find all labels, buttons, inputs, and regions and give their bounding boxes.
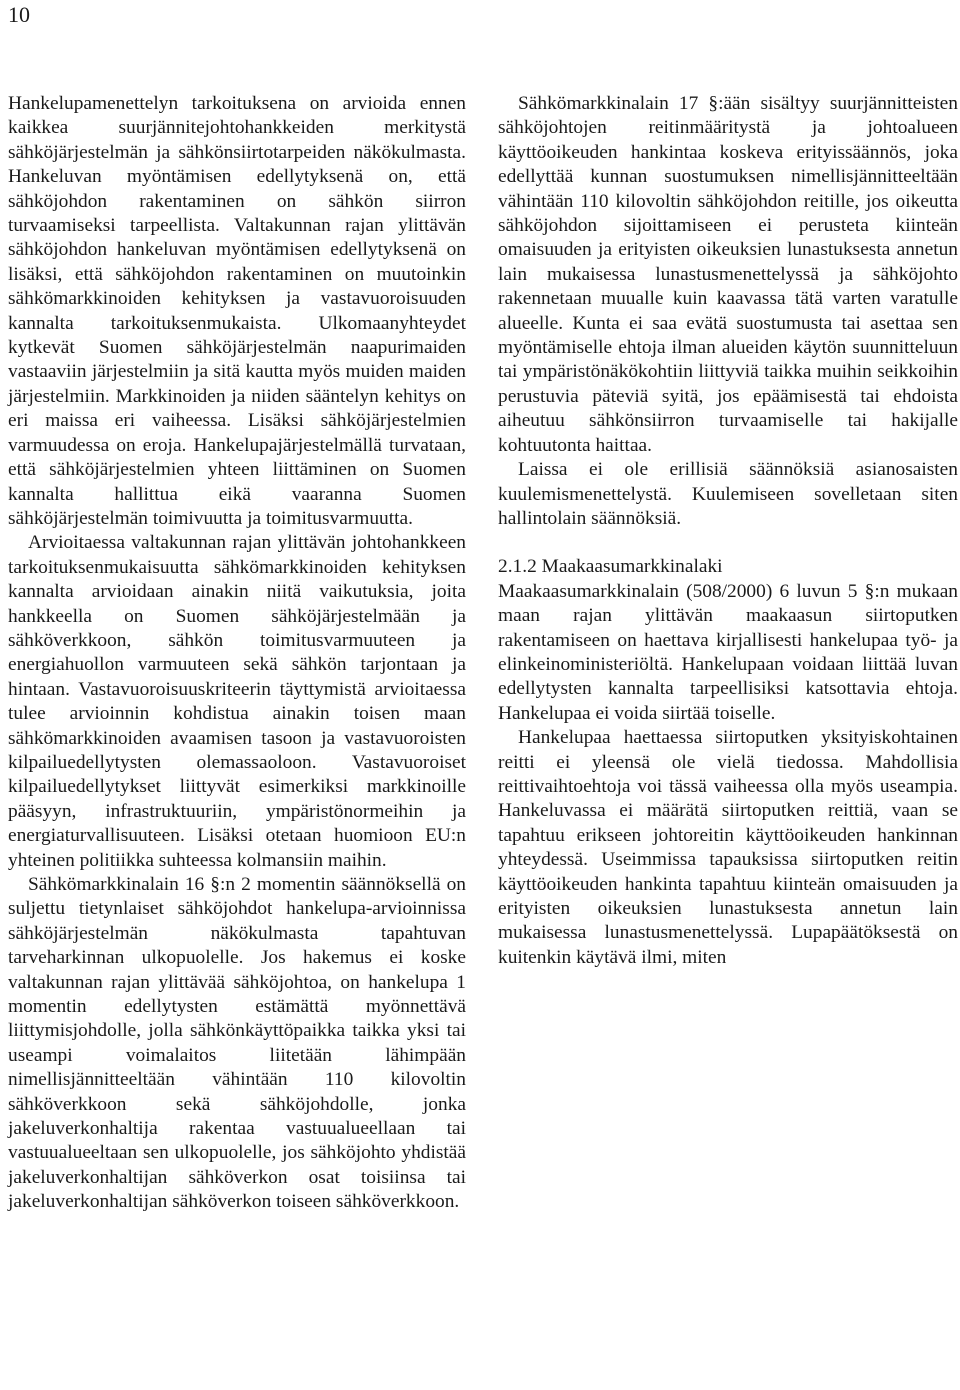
paragraph: Hankelupamenettelyn tarkoituksena on arvioida ennen kaikkea suurjännitejohtohankkeiden merkitystä sähköjärjestelmän ja sähkönsiirtotarpeiden näkökulmasta. Hankeluvan myöntämisen edellytyksenä on, että sähköjohdon rakentaminen on sähkön siirron turvaamiseksi tarpeellista. Valtakunnan rajan ylittävän sähköjohdon hankeluvan myöntämisen edellytyksenä on lisäksi, että sähköjohdon rakentaminen on muutoinkin sähkömarkkinoiden kehityksen ja vastavuoroisuuden kannalta tarkoituksenmukaista. Ulkomaanyhteydet kytkevät Suomen sähköjärjestelmän naapurimaiden vastaaviin järjestelmiin ja sitä kautta myös muiden maiden järjestelmiin. Markkinoiden ja niiden sääntelyn kehitys on eri maissa eri vaiheessa. Lisäksi sähköjärjestelmien varmuudessa on eroja. Hankelupajärjestelmällä turvataan, että sähköjärjestelmien yhteen liittäminen on Suomen kannalta hallittua eikä vaaranna Suomen sähköjärjestelmän toimivuutta ja toimitusvarmuutta. — [8, 93, 466, 529]
paragraph: Sähkömarkkinalain 16 §:n 2 momentin säännöksellä on suljettu tietynlaiset sähköjohdot hankelupa-arvioinnissa sähköjärjestelmän näkökulmasta tapahtuvan tarveharkinnan ulkopuolelle. Jos hakemus ei koske valtakunnan rajan ylittävää sähköjohtoa, on hankelupa 1 momentin edellytysten estämättä myönnettävä liittymisjohdolle, jolla sähkönkäyttöpaikka taikka yksi tai useampi voimalaitos liitetään lähimpään nimellisjännitteeltään vähintään 110 kilovoltin sähköverkkoon sekä sähköjohdolle, jonka jakeluverkonhaltija rakentaa vastuualueellaan tai vastuualueeltaan sen ulkopuolelle, jos sähköjohto yhdistää jakeluverkonhaltijan sähköverkon osat toisiinsa tai jakeluverkonhaltijan sähköverkon toiseen sähköverkkoon. — [8, 874, 466, 1213]
right-column — [498, 92, 958, 970]
paragraph: Hankelupaa haettaessa siirtoputken yksityiskohtainen reitti ei yleensä ole vielä tiedossa. Mahdollisia reittivaihtoehtoja voi tässä vaiheessa olla myös useampia. Hankeluvassa ei määrätä siirtoputken reittiä, vaan se tapahtuu erikseen johtoreitin käyttöoikeuden hankinnan yhteydessä. Useimmissa tapauksissa siirtoputken reitin käyttöoikeuden hankinta tapahtuu kiinteän omaisuuden ja erityisten oikeuksien lunastuksesta annetun lain mukaisessa lunastusmenettelyssä. Lupapäätöksestä on kuitenkin käytävä ilmi, miten — [498, 727, 958, 968]
paragraph: Laissa ei ole erillisiä säännöksiä asianosaisten kuulemismenettelystä. Kuulemiseen sovelletaan siten hallintolain säännöksiä. — [498, 459, 958, 529]
section-heading: 2.1.2 Maakaasumarkkinalaki — [498, 556, 723, 578]
paragraph: Sähkömarkkinalain 17 §:ään sisältyy suurjännitteisten sähköjohtojen reitinmääritystä ja johtoalueen käyttöoikeuden hankintaa koskeva erityissäännös, joka edellyttää kunnan suostumuksen nimellisjännitteeltään vähintään 110 kilovoltin sähköjohdon reitille, jos oikeutta sähköjohdon sijoittamiseen ei perusteta kiinteän omaisuuden ja erityisten oikeuksien lunastuksesta annetun lain mukaisessa lunastusmenettelyssä ja sähköjohto rakennetaan muualle kuin kaavassa tätä varten varatulle alueelle. Kunta ei saa evätä suostumusta tai asettaa sen myöntämiselle ehtoja ilman alueiden käytön suunnitteluun tai ympäristönäkökohtiin liittyviä taikka muihin seikkoihin perustuvia päteviä syitä, jos epäämisestä tai ehdoista aiheutuu sähkönsiirron turvaamiselle tai hakijalle kohtuutonta haittaa. — [498, 93, 958, 456]
paragraph: Arvioitaessa valtakunnan rajan ylittävän johtohankkeen tarkoituksenmukaisuutta sähkömarkkinoiden kehityksen kannalta arvioidaan ainakin niitä vaikutuksia, joita hankkeella on Suomen sähköjärjestelmään ja sähköverkkoon, sähkön toimitusvarmuuteen ja energiahuollon varmuuteen sekä sähkön tarjontaan ja hintaan. Vastavuoroisuuskriteerin täyttymistä arvioitaessa tulee arvioinnin kohdistua ainakin toisen maan sähkömarkkinoiden avaamisen tasoon ja vastavuoroisten kilpailuedellytysten olemassaoloon. Vastavuoroiset kilpailuedellytykset liittyvät esimerkiksi markkinoille pääsyyn, infrastruktuuriin, ympäristönormeihin ja energiaturvallisuuteen. Lisäksi otetaan huomioon EU:n yhteinen politiikka suhteessa kolmansiin maihin. — [8, 532, 466, 871]
paragraph: Maakaasumarkkinalain (508/2000) 6 luvun 5 §:n mukaan maan rajan ylittävän maakaasun siirtoputken rakentamiseen on haettava kirjallisesti hankelupaa työ- ja elinkeinoministeriöltä. Hankelupaan voidaan liittää luvan edellytysten kannalta tarpeellisiksi katsottavia ehtoja. Hankelupaa ei voida siirtää toiselle. — [498, 580, 958, 724]
page-number: 10 — [8, 2, 30, 27]
left-column — [8, 92, 466, 1215]
